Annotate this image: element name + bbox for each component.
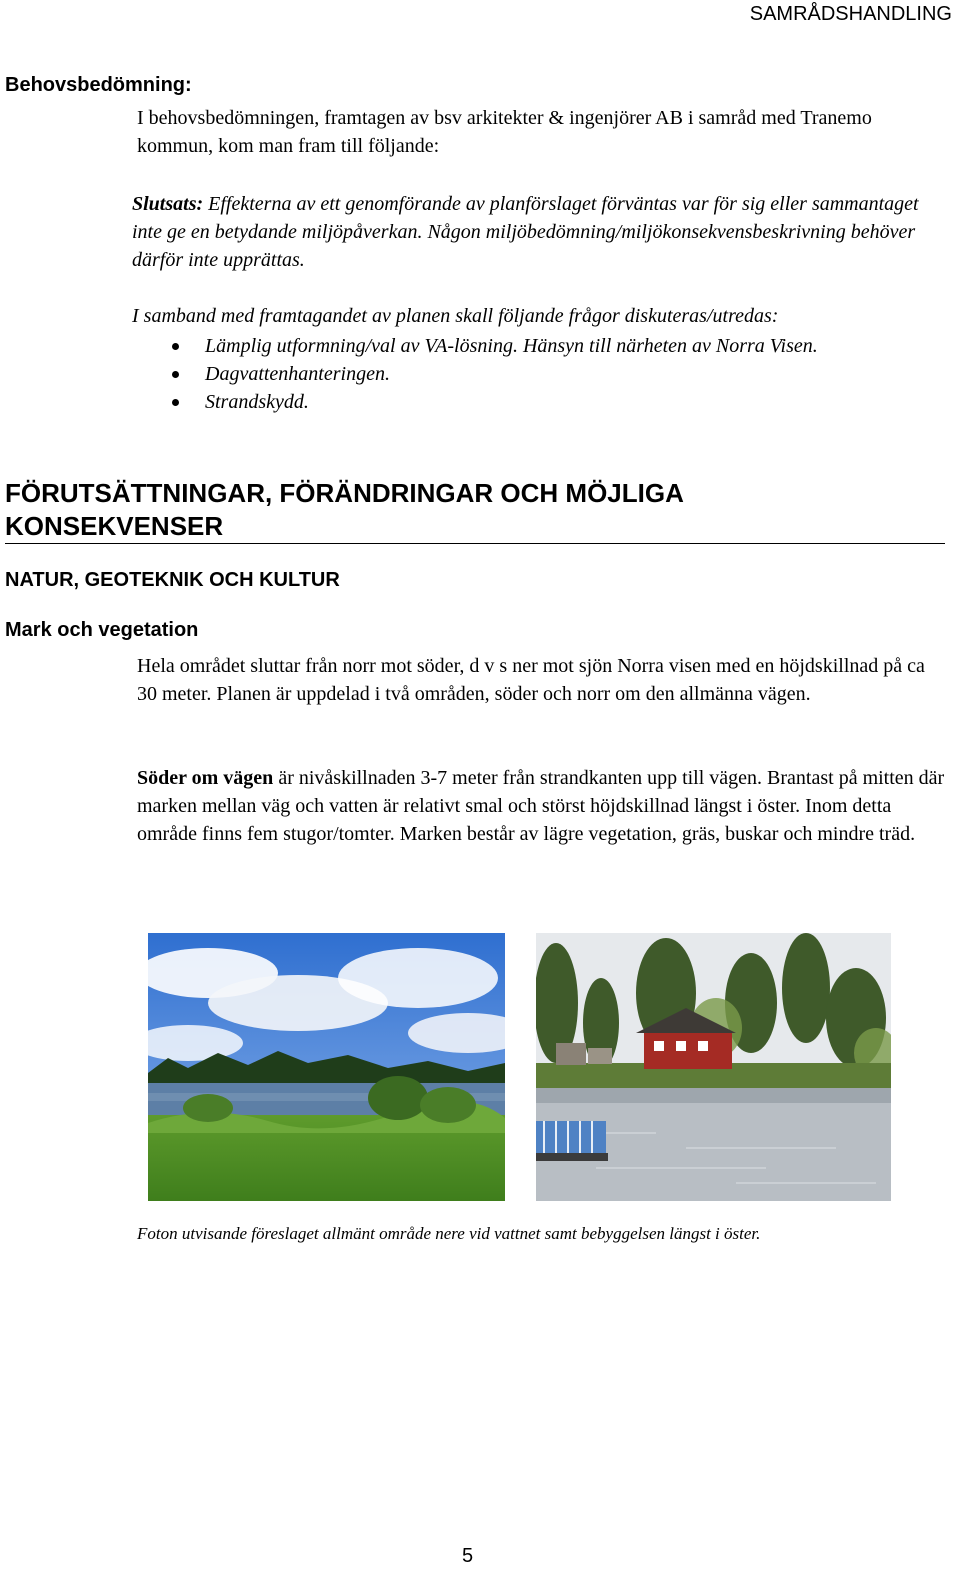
section-divider [5, 543, 945, 544]
slutsats-label: Slutsats: [132, 193, 204, 215]
subsection-heading: NATUR, GEOTEKNIK OCH KULTUR [5, 569, 340, 591]
behov-heading: Behovsbedömning: [5, 74, 192, 96]
page-number: 5 [462, 1545, 474, 1567]
photo-lake-meadow [148, 933, 505, 1201]
samband-bullet-list [172, 332, 932, 416]
photo-caption: Foton utvisande föreslaget allmänt område nere vid vattnet samt bebyggelsen längst i öster. [137, 1224, 761, 1243]
mark-paragraph-2 [137, 764, 947, 848]
mark-paragraph-2-rest: är nivåskillnaden 3-7 meter från strandkanten upp till vägen. Brantast på mitten där marken mellan väg och vatten är relativt smal och störst höjdskillnad längst i öster. Inom detta område finns fem stugor/tomter. Marken består av lägre vegetation, gräs, buskar och mindre träd. [137, 767, 945, 845]
document-header-label: SAMRÅDSHANDLING [749, 3, 952, 25]
photo-lake-meadow-image [148, 933, 505, 1201]
mark-paragraph-2-bold: Söder om vägen [137, 767, 274, 789]
section-heading: FÖRUTSÄTTNINGAR, FÖRÄNDRINGAR OCH MÖJLIGA KONSEKVENSER [5, 478, 683, 541]
slutsats-text: Effekterna av ett genomförande av planförslaget förväntas var för sig eller sammantaget inte ge en betydande miljöpåverkan. Någon miljöbedömning/miljökonsekvensbeskrivning behöver därför inte upprättas. [132, 193, 919, 271]
photo-red-cottage [536, 933, 891, 1201]
mark-paragraph-1: Hela området sluttar från norr mot söder, d v s ner mot sjön Norra visen med en höjdskillnad på ca 30 meter. Planen är uppdelad i två områden, söder och norr om den allmänna vägen. [137, 655, 925, 705]
behov-intro-paragraph: I behovsbedömningen, framtagen av bsv arkitekter & ingenjörer AB i samråd med Tranemo kommun, kom man fram till följande: [137, 107, 872, 157]
list-item: Strandskydd. [172, 388, 932, 416]
topic-heading: Mark och vegetation [5, 619, 199, 641]
list-item: Lämplig utformning/val av VA-lösning. Hänsyn till närheten av Norra Visen. [172, 332, 932, 360]
slutsats-paragraph [132, 190, 932, 274]
photo-red-cottage-image [536, 933, 891, 1201]
samband-intro: I samband med framtagandet av planen skall följande frågor diskuteras/utredas: [132, 305, 779, 327]
list-item: Dagvattenhanteringen. [172, 360, 932, 388]
